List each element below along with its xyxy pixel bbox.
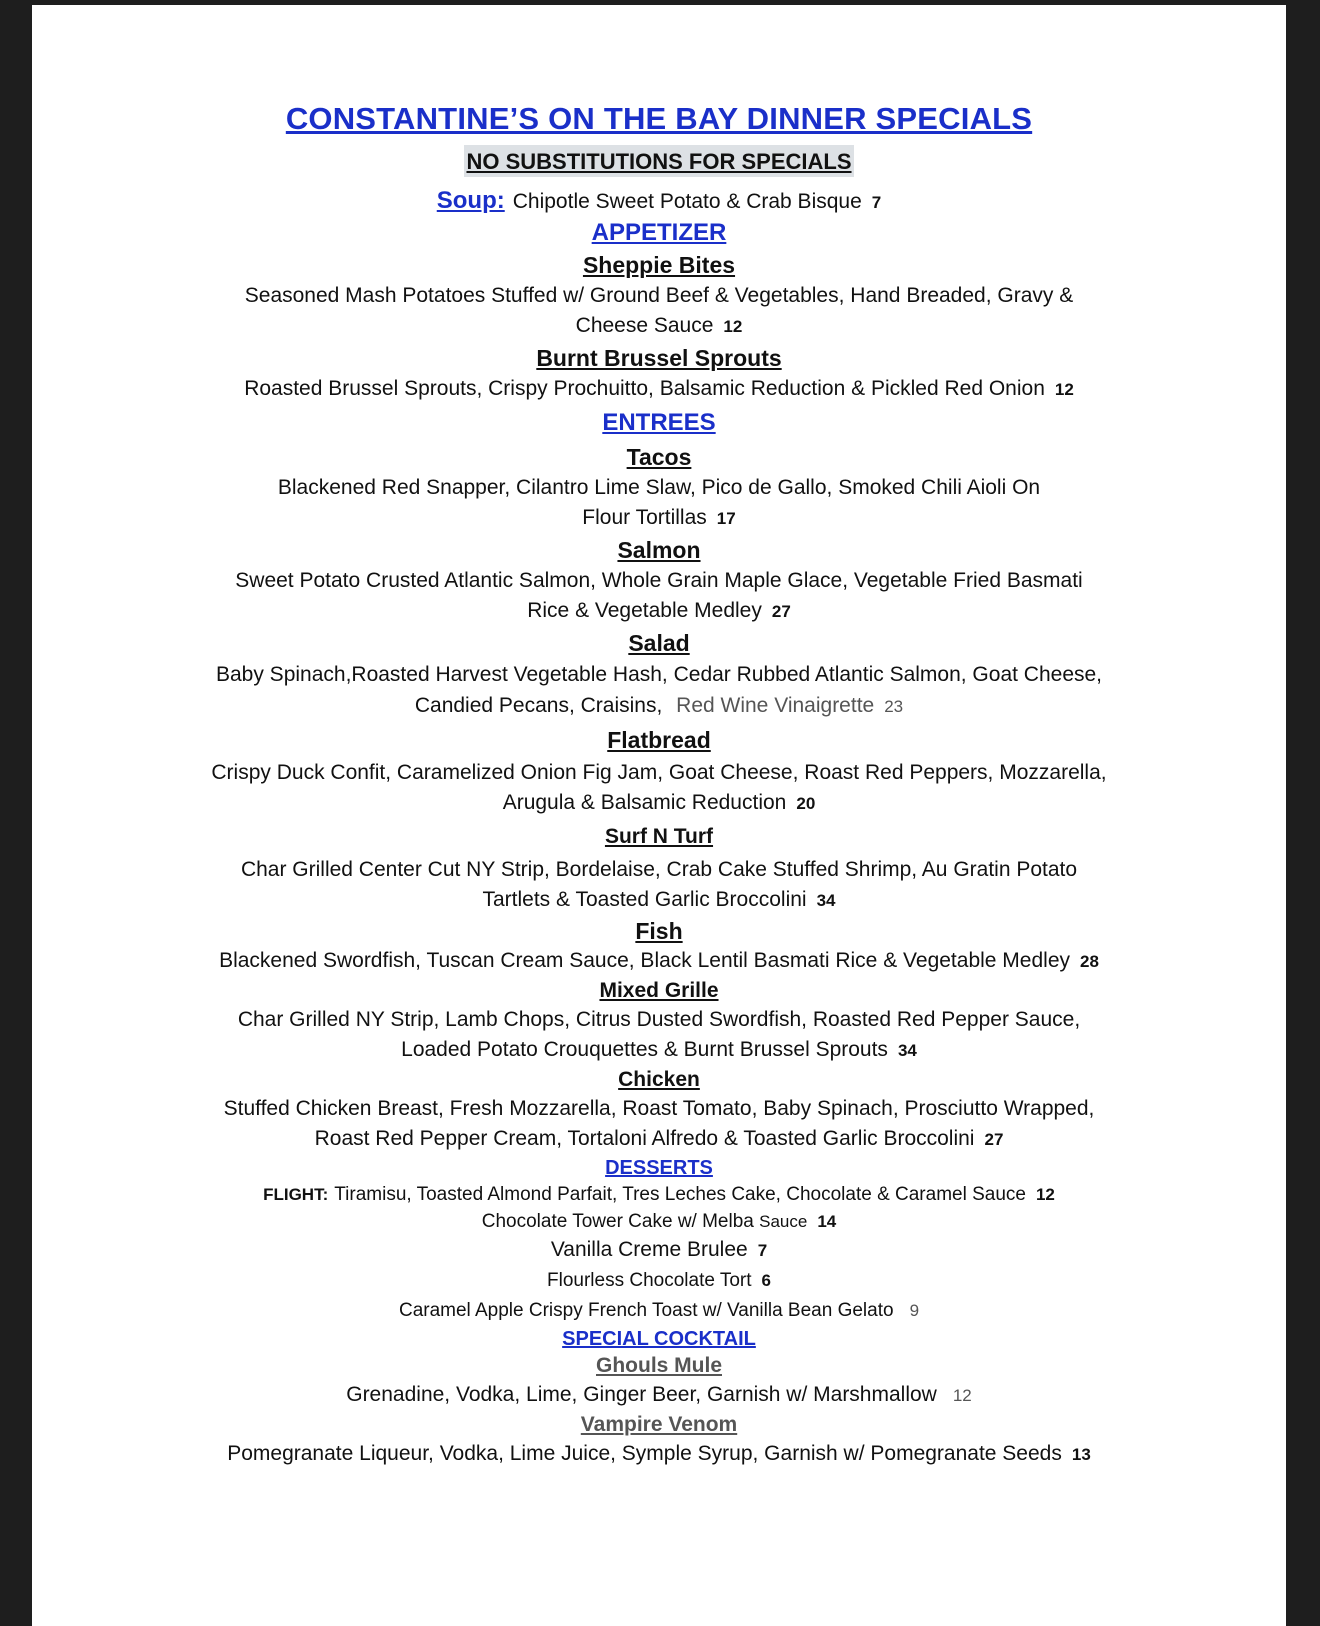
section-desserts: DESSERTS — [605, 1157, 713, 1179]
section-appetizer: APPETIZER — [591, 219, 727, 246]
cocktail-description: Grenadine, Vodka, Lime, Ginger Beer, Garnish w/ Marshmallow 12 — [346, 1383, 972, 1406]
cocktail-description: Pomegranate Liqueur, Vodka, Lime Juice, Symple Syrup, Garnish w/ Pomegranate Seeds 13 — [227, 1442, 1091, 1465]
cocktail-price: 12 — [952, 1386, 972, 1405]
dish-description: Baby Spinach,Roasted Harvest Vegetable Hash, Cedar Rubbed Atlantic Salmon, Goat Cheese, Candied Pecans, Craisins, Red Wine Vinaigrette 23 — [215, 663, 1103, 717]
dish-price: 20 — [796, 794, 816, 813]
soup-line — [32, 185, 1286, 217]
dish-description: Seasoned Mash Potatoes Stuffed w/ Ground Beef & Vegetables, Hand Breaded, Gravy & Cheese Sauce 12 — [244, 284, 1074, 337]
soup-name: Chipotle Sweet Potato & Crab Bisque — [512, 190, 862, 213]
dessert-item: Vanilla Creme Brulee 7 — [550, 1238, 768, 1261]
dish-salad: Salad — [628, 630, 690, 656]
dish-description: Blackened Swordfish, Tuscan Cream Sauce, Black Lentil Basmati Rice & Vegetable Medley 28 — [219, 949, 1099, 972]
dish-flatbread: Flatbread — [607, 727, 711, 753]
dish-mixed-grille: Mixed Grille — [599, 979, 719, 1002]
dish-fish: Fish — [635, 918, 683, 944]
dessert-price: 14 — [817, 1212, 837, 1231]
dish-price: 27 — [984, 1130, 1004, 1149]
menu-content — [32, 93, 1286, 1470]
section-entrees: ENTREES — [602, 409, 716, 436]
dish-salmon: Salmon — [617, 537, 701, 563]
dish-description: Crispy Duck Confit, Caramelized Onion Fig Jam, Goat Cheese, Roast Red Peppers, Mozzarella, Arugula & Balsamic Reduction 20 — [211, 761, 1107, 814]
dish-description: Stuffed Chicken Breast, Fresh Mozzarella, Roast Tomato, Baby Spinach, Prosciutto Wrapped, Roast Red Pepper Cream, Tortaloni Alfredo & Toasted Garlic Broccolini 27 — [223, 1097, 1095, 1150]
no-substitutions-note: NO SUBSTITUTIONS FOR SPECIALS — [464, 145, 853, 177]
soup-price: 7 — [871, 193, 882, 212]
dish-chicken: Chicken — [618, 1068, 700, 1091]
dessert-price: 6 — [761, 1271, 771, 1290]
dish-surf-n-turf: Surf N Turf — [604, 825, 714, 848]
cocktail-vampire-venom: Vampire Venom — [580, 1413, 738, 1436]
dessert-item: Flourless Chocolate Tort 6 — [547, 1270, 771, 1291]
dessert-item: Caramel Apple Crispy French Toast w/ Vanilla Bean Gelato 9 — [398, 1300, 920, 1321]
dessert-price: 12 — [1035, 1185, 1055, 1204]
dessert-price: 9 — [909, 1301, 920, 1320]
dish-price: 12 — [1054, 380, 1074, 399]
dish-description: Roasted Brussel Sprouts, Crispy Prochuitto, Balsamic Reduction & Pickled Red Onion 12 — [244, 377, 1074, 400]
dish-sheppie-bites: Sheppie Bites — [582, 252, 736, 278]
dessert-flight: FLIGHT: Tiramisu, Toasted Almond Parfait, Tres Leches Cake, Chocolate & Caramel Sauce 12 — [263, 1184, 1055, 1205]
dish-burnt-brussel-sprouts: Burnt Brussel Sprouts — [536, 345, 782, 371]
dish-description: Sweet Potato Crusted Atlantic Salmon, Whole Grain Maple Glace, Vegetable Fried Basmati Rice & Vegetable Medley 27 — [235, 569, 1083, 622]
menu-title: CONSTANTINE’S ON THE BAY DINNER SPECIALS — [285, 101, 1033, 136]
dish-price: 34 — [897, 1041, 917, 1060]
dish-price: 12 — [723, 317, 743, 336]
dish-description: Char Grilled NY Strip, Lamb Chops, Citrus Dusted Swordfish, Roasted Red Pepper Sauce, Loaded Potato Crouquettes & Burnt Brussel Sprouts 34 — [237, 1008, 1081, 1061]
dish-price: 17 — [716, 509, 736, 528]
cocktail-price: 13 — [1071, 1445, 1091, 1464]
dish-price: 27 — [771, 602, 791, 621]
dish-description: Char Grilled Center Cut NY Strip, Bordelaise, Crab Cake Stuffed Shrimp, Au Gratin Potato Tartlets & Toasted Garlic Broccolini 34 — [240, 858, 1078, 911]
dish-price: 28 — [1080, 952, 1099, 971]
dessert-item: Chocolate Tower Cake w/ Melba Sauce 14 — [481, 1211, 837, 1232]
dish-tacos: Tacos — [626, 444, 692, 470]
dish-price: 23 — [884, 697, 904, 716]
section-special-cocktail: SPECIAL COCKTAIL — [562, 1328, 756, 1350]
dish-description: Blackened Red Snapper, Cilantro Lime Slaw, Pico de Gallo, Smoked Chili Aioli On Flour Tortillas 17 — [277, 476, 1041, 529]
soup-label: Soup: — [436, 187, 505, 214]
menu-page — [32, 5, 1286, 1626]
flight-label: FLIGHT: — [263, 1185, 329, 1204]
dessert-price: 7 — [757, 1241, 768, 1260]
dish-price: 34 — [816, 891, 836, 910]
cocktail-ghouls-mule: Ghouls Mule — [596, 1354, 722, 1377]
